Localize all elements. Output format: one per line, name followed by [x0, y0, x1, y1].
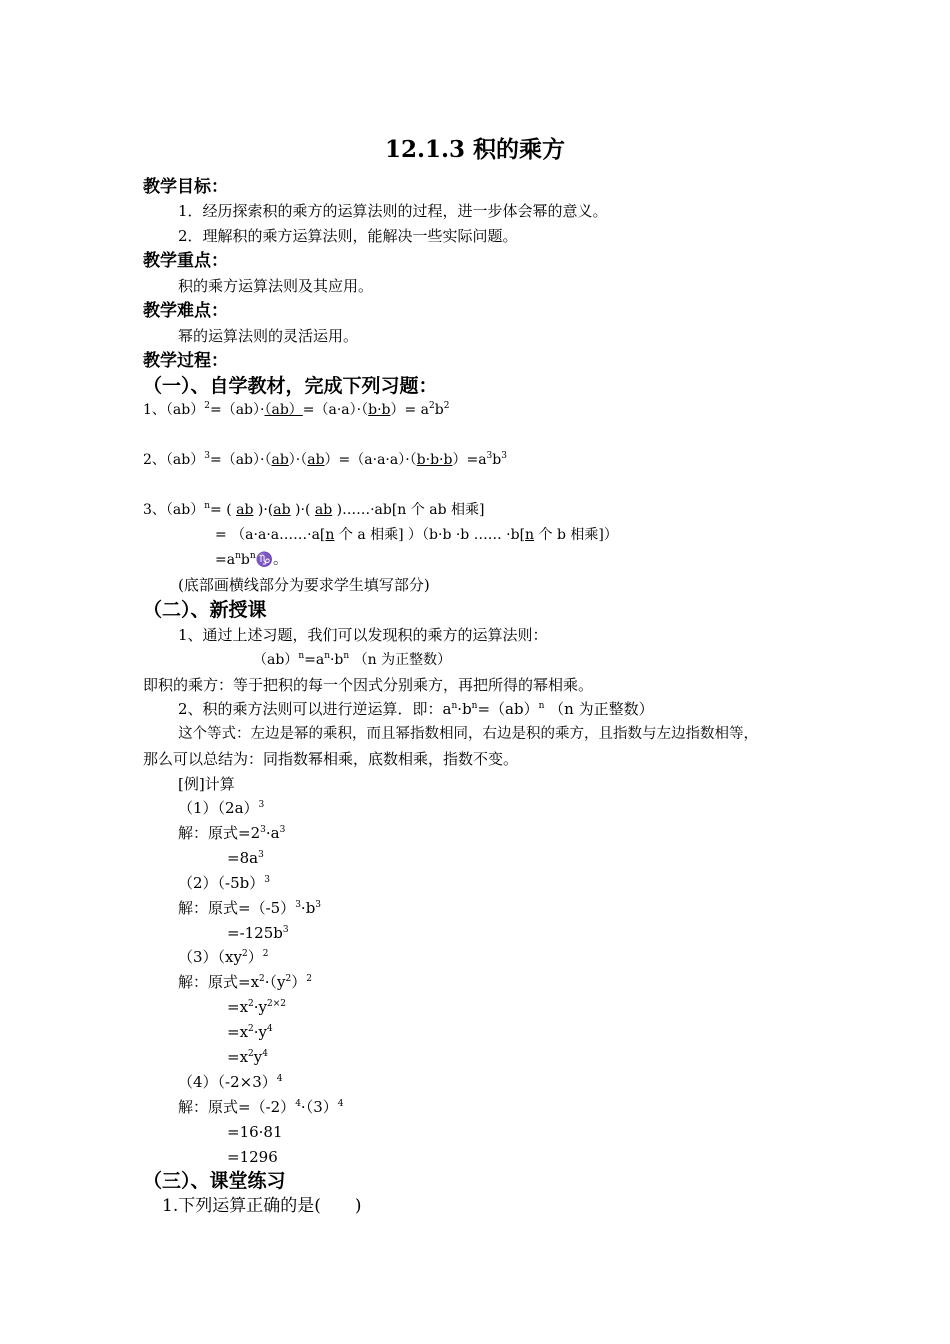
- expr-part: =x: [227, 998, 249, 1016]
- expr-part: y: [253, 1048, 263, 1066]
- expr-part: ）= a: [390, 402, 430, 418]
- expr-part: ·（3）: [300, 1098, 338, 1116]
- expr-part: =x: [227, 1048, 249, 1066]
- exponent: 2: [248, 999, 254, 1009]
- key-points-heading: 教学重点：: [143, 251, 228, 271]
- exponent: 2×2: [267, 999, 287, 1009]
- exponent: n: [343, 651, 350, 661]
- section-2-heading: （二）、新授课: [143, 599, 267, 621]
- exponent: 2: [241, 949, 248, 959]
- expr-part: ）=a: [452, 452, 487, 468]
- exponent: 3: [264, 875, 270, 885]
- expr-part: 解：原式=x: [178, 973, 260, 991]
- example-1-step: [227, 848, 264, 868]
- exponent: 2: [285, 974, 292, 984]
- process-heading: 教学过程：: [143, 351, 228, 371]
- example-1-question: [178, 798, 264, 818]
- objectives-heading: 教学目标：: [143, 177, 228, 197]
- example-3-step-2: [227, 1022, 273, 1042]
- expr-part: ♑。: [255, 552, 288, 568]
- expr-part: b: [240, 552, 250, 568]
- exponent: 3: [279, 825, 286, 835]
- expr-part: =x: [227, 1023, 249, 1041]
- expr-part: （4）（-2×3）: [178, 1073, 277, 1091]
- exponent: 4: [262, 1049, 268, 1059]
- exercise-3: [143, 500, 484, 520]
- expr-part: )……·ab[n 个 ab 相乘]: [332, 502, 485, 518]
- expr-part: =（ab）·: [209, 402, 265, 418]
- exercise-1: [143, 400, 449, 420]
- exponent: 3: [501, 451, 507, 461]
- new-lesson-p3: [178, 699, 654, 719]
- exponent: 3: [258, 850, 264, 860]
- fill-blank: b·b: [368, 402, 391, 418]
- expr-part: 个 a 相乘] ）（b·b ·b …… ·b[: [334, 527, 526, 543]
- exponent: 2: [204, 401, 210, 411]
- expr-part: （ab）: [253, 652, 299, 668]
- expr-part: =（ab）: [477, 700, 539, 718]
- exponent: n: [235, 551, 241, 561]
- example-2-question: [178, 873, 270, 893]
- exercise-number: 1、: [143, 402, 166, 418]
- expr-part: 2、积的乘方法则可以进行逆运算．即：a: [178, 700, 452, 718]
- expr-part: ）·（: [288, 452, 308, 468]
- exponent: 3: [295, 900, 301, 910]
- expr-part: =a: [304, 652, 325, 668]
- exercise-number: 2、: [143, 452, 166, 468]
- expr-part: )·(: [290, 502, 315, 518]
- expr-part: 解：原式=（-5）: [178, 899, 296, 917]
- exponent: 2: [262, 949, 269, 959]
- expr-part: =（ab）·（: [209, 452, 272, 468]
- exponent: 4: [267, 1024, 273, 1034]
- expr-part: =-125b: [227, 924, 283, 942]
- new-lesson-p2: 即积的乘方：等于把积的每一个因式分别乘方，再把所得的幂相乘。: [143, 676, 594, 694]
- expr-part: （1）（2a）: [178, 799, 259, 817]
- exponent: 3: [258, 800, 265, 810]
- exponent: 2: [248, 1024, 254, 1034]
- example-2-solution: [178, 898, 321, 918]
- exponent: 4: [337, 1099, 344, 1109]
- expr-part: （2）（-5b）: [178, 874, 265, 892]
- fill-blank: ab: [314, 502, 333, 518]
- difficulties-heading: 教学难点：: [143, 301, 228, 321]
- fill-blank: b·b·b: [416, 452, 453, 468]
- exponent: n: [298, 651, 305, 661]
- new-lesson-p5: 那么可以总结为：同指数幂相乘，底数相乘，指数不变。: [143, 750, 519, 768]
- exercise-3-line-2: [215, 525, 618, 545]
- new-lesson-p1: 1、通过上述习题，我们可以发现积的乘方的运算法则：: [178, 626, 548, 644]
- exponent: n: [471, 701, 478, 711]
- exponent: 2: [306, 974, 312, 984]
- example-4-question: [178, 1072, 283, 1092]
- expr-part: （ab）: [165, 402, 205, 418]
- exponent: 3: [260, 825, 266, 835]
- expr-part: = （a·a·a……·a[: [215, 527, 326, 543]
- expr-part: ·b: [300, 899, 316, 917]
- fill-note: (底部画横线部分为要求学生填写部分): [178, 576, 430, 594]
- exponent: 2: [259, 974, 265, 984]
- practice-question-1: 1.下列运算正确的是( ): [162, 1196, 362, 1216]
- expr-part: )·(: [253, 502, 274, 518]
- expr-part: （ab）: [165, 502, 205, 518]
- expr-part: =（a·a）·（: [302, 402, 369, 418]
- expr-part: ·b: [329, 652, 344, 668]
- expr-part: = (: [210, 502, 237, 518]
- example-2-step: [227, 923, 289, 943]
- new-lesson-p4: 这个等式：左边是幂的乘积，而且幂指数相同，右边是积的乘方，且指数与左边指数相等，: [178, 726, 758, 742]
- expr-part: 解：原式=（-2）: [178, 1098, 296, 1116]
- fill-blank: ab: [236, 502, 254, 518]
- exponent: 3: [282, 925, 289, 935]
- expr-part: （ab）: [165, 452, 205, 468]
- section-1-heading: （一）、自学教材，完成下列习题：: [143, 375, 438, 397]
- exponent: 2: [443, 401, 450, 411]
- expr-part: ·b: [457, 700, 472, 718]
- exponent: 3: [486, 451, 493, 461]
- exponent: 4: [276, 1074, 283, 1084]
- exponent: 3: [315, 900, 322, 910]
- product-power-rule: [253, 650, 451, 670]
- example-3-step-3: [227, 1047, 268, 1067]
- fill-blank: ab: [271, 452, 289, 468]
- expr-part: b: [434, 402, 444, 418]
- exercise-2: [143, 450, 507, 470]
- exponent: n: [249, 551, 256, 561]
- expr-part: ）=（a·a·a）·（: [324, 452, 417, 468]
- exponent: 3: [204, 451, 210, 461]
- exponent: n: [204, 501, 211, 511]
- objective-item-2: 2．理解积的乘方运算法则，能解决一些实际问题。: [178, 227, 518, 245]
- section-3-heading: （三）、课堂练习: [143, 1170, 286, 1192]
- expr-part: =a: [215, 552, 236, 568]
- example-3-question: [178, 947, 268, 967]
- expr-part: （3）（xy: [178, 948, 242, 966]
- example-4-step-1: =16·81: [227, 1123, 283, 1141]
- expr-part: ）: [247, 948, 263, 966]
- example-3-step-1: [227, 997, 286, 1017]
- expr-part: =8a: [227, 849, 259, 867]
- expr-part: （n 为正整数）: [544, 700, 654, 718]
- expr-part: （n 为正整数）: [349, 652, 452, 668]
- expr-part: ·y: [253, 998, 268, 1016]
- examples-heading: [例]计算: [178, 775, 235, 793]
- expr-part: ·（y: [264, 973, 286, 991]
- expr-part: ·y: [253, 1023, 268, 1041]
- fill-blank: n: [325, 527, 335, 543]
- expr-part: 解：原式=2: [178, 824, 261, 842]
- exponent: 2: [248, 1049, 254, 1059]
- exponent: n: [538, 701, 545, 711]
- example-4-solution: [178, 1097, 343, 1117]
- fill-blank: ab: [273, 502, 291, 518]
- example-4-step-2: =1296: [227, 1148, 278, 1166]
- expr-part: ）: [291, 973, 307, 991]
- exponent: 2: [429, 401, 435, 411]
- page-title: 12.1.3 积的乘方: [384, 136, 566, 163]
- difficulties-text: 幂的运算法则的灵活运用。: [178, 327, 359, 345]
- exponent: n: [451, 701, 458, 711]
- expr-part: 个 b 相乘]）: [534, 527, 618, 543]
- exercise-number: 3、: [143, 502, 166, 518]
- exercise-3-line-3: [215, 550, 287, 570]
- example-3-solution: [178, 972, 312, 992]
- exponent: n: [324, 651, 330, 661]
- fill-blank: n: [525, 527, 535, 543]
- expr-part: b: [492, 452, 502, 468]
- expr-part: ·a: [265, 824, 280, 842]
- example-1-solution: [178, 823, 285, 843]
- objective-item-1: 1．经历探索积的乘方的运算法则的过程，进一步体会幂的意义。: [178, 202, 608, 220]
- fill-blank: （ab）: [264, 402, 303, 418]
- key-points-text: 积的乘方运算法则及其应用。: [178, 277, 374, 295]
- fill-blank: ab: [307, 452, 325, 468]
- exponent: 4: [295, 1099, 301, 1109]
